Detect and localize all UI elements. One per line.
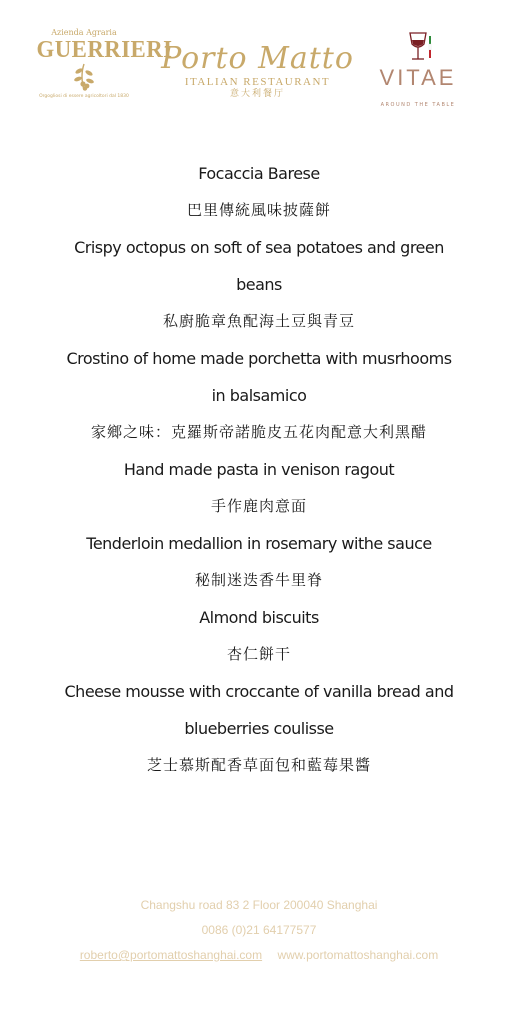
dish-name-cn: 私廚脆章魚配海土豆與青豆 bbox=[162, 312, 355, 330]
porto-matto-subtitle: ITALIAN RESTAURANT bbox=[184, 76, 331, 88]
guerrieri-name: GUERRIERI bbox=[36, 37, 173, 63]
dish-name-cn: 杏仁餅干 bbox=[226, 645, 291, 663]
dish-name-en: Tenderloin medallion in rosemary withe sauce bbox=[86, 534, 432, 553]
dish-name-cn: 家鄉之味：克羅斯帝諾脆皮五花肉配意大利黑醋 bbox=[90, 423, 427, 441]
olive-branch-icon bbox=[54, 62, 114, 92]
phone-text: 0086 (0)21 64177577 bbox=[201, 923, 317, 937]
dish-name-en: Almond biscuits bbox=[199, 608, 319, 627]
email-link[interactable]: roberto@portomattoshanghai.com bbox=[79, 948, 263, 962]
guerrieri-logo bbox=[34, 28, 173, 100]
porto-matto-logo bbox=[160, 42, 355, 100]
menu-list bbox=[40, 155, 478, 784]
dish-name-en-continued: in balsamico bbox=[211, 386, 307, 405]
logo-bar bbox=[0, 28, 518, 123]
dish-name-en: Crostino of home made porchetta with musrhooms bbox=[66, 349, 452, 368]
dish-name-en: Crispy octopus on soft of sea potatoes and green bbox=[74, 238, 444, 257]
vitae-tagline: AROUND THE TABLE bbox=[380, 102, 456, 108]
porto-matto-name: Porto Matto bbox=[161, 41, 354, 76]
vitae-logo bbox=[376, 30, 460, 108]
dish-name-en-continued: blueberries coulisse bbox=[184, 719, 334, 738]
guerrieri-subtitle: Azienda Agraria bbox=[51, 28, 117, 37]
contact-footer bbox=[0, 893, 518, 968]
wine-glass-icon bbox=[401, 30, 435, 62]
guerrieri-tagline: Orgogliosi di essere agricoltori dal 1830 bbox=[39, 94, 129, 99]
dish-name-en: Focaccia Barese bbox=[198, 164, 320, 183]
dish-name-cn: 巴里傳統風味披薩餅 bbox=[186, 201, 331, 219]
vitae-name: VITAE bbox=[379, 65, 457, 90]
dish-name-en: Cheese mousse with croccante of vanilla bread and bbox=[64, 682, 454, 701]
dish-name-cn: 芝士慕斯配香草面包和藍莓果醬 bbox=[146, 756, 371, 774]
dish-name-cn: 手作鹿肉意面 bbox=[210, 497, 307, 515]
address-text: Changshu road 83 2 Floor 200040 Shanghai bbox=[140, 898, 378, 912]
dish-name-en: Hand made pasta in venison ragout bbox=[123, 460, 395, 479]
dish-name-en-continued: beans bbox=[236, 275, 282, 294]
porto-matto-chinese: 意大利餐厅 bbox=[229, 89, 285, 99]
website-link[interactable]: www.portomattoshanghai.com bbox=[277, 948, 439, 962]
dish-name-cn: 秘制迷迭香牛里脊 bbox=[194, 571, 323, 589]
